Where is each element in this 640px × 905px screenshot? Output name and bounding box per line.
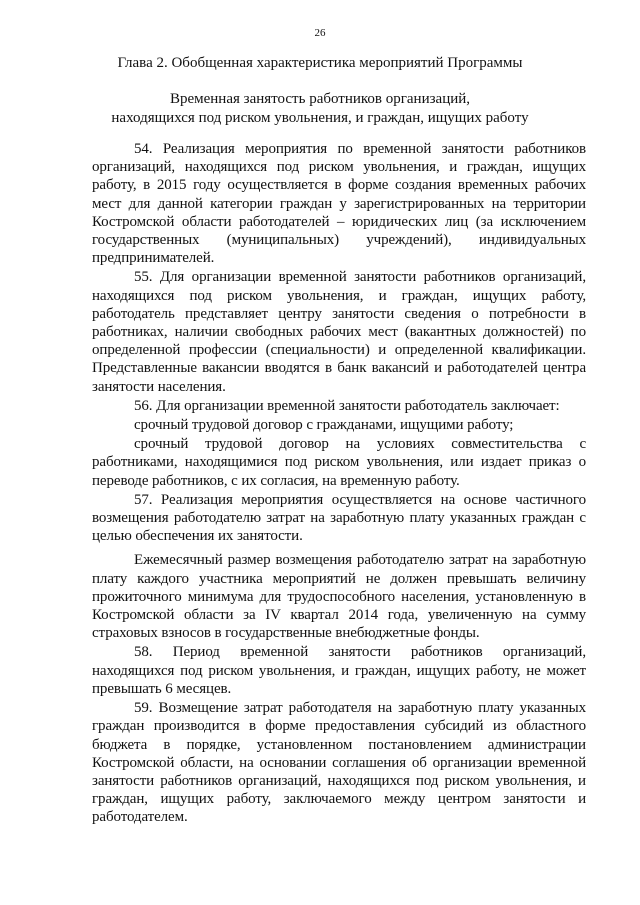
chapter-title: Глава 2. Обобщенная характеристика мероприятий Программы — [117, 55, 523, 71]
section-title-line-2: находящихся под риском увольнения, и граждан, ищущих работу — [111, 110, 529, 126]
paragraph-59: 59. Возмещение затрат работодателя на заработную плату указанных граждан производится в форме предоставления субсидий из областного бюджета в порядке, установленном постановлением администрации Костромской области, на основании соглашения об организации временной занятости работников организаций, находящихся под риском увольнения, и граждан, ищущих работу, заключаемого между центром занятости и работодателем. — [92, 700, 586, 826]
paragraph-56: 56. Для организации временной занятости работодатель заключает: — [134, 397, 560, 414]
paragraph-57: 57. Реализация мероприятия осуществляется на основе частичного возмещения работодателю затрат на заработную плату указанных граждан с целью обеспечения их занятости. — [92, 491, 586, 545]
paragraph-54: 54. Реализация мероприятия по временной занятости работников организаций, находящихся под риском увольнения, и граждан, ищущих работу, в 2015 году осуществляется в форме создания временных рабочих мест для данной категории граждан у зарегистрированных на территории Костромской области работодателей – юридических лиц (за исключением государственных (муниципальных) учреждений), индивидуальных предпринимателей. — [92, 141, 586, 267]
page-number: 26 — [314, 27, 326, 39]
paragraph-56-item-2: срочный трудовой договор на условиях совместительства с работниками, находящимися под риском увольнения, или издает приказ о переводе работников, с их согласия, на временную работу. — [92, 436, 586, 489]
paragraph-58: 58. Период временной занятости работников организаций, находящихся под риском увольнения, и граждан, ищущих работу, не может превышать 6 месяцев. — [92, 644, 586, 697]
paragraph-57-continued: Ежемесячный размер возмещения работодателю затрат на заработную плату каждого участника мероприятий не должен превышать величину прожиточного минимума для трудоспособного населения, установленную в Костромской области за IV квартал 2014 года, увеличенную на сумму страховых взносов в государственные внебюджетные фонды. — [92, 552, 586, 642]
document-body — [92, 140, 586, 827]
section-title-line-1: Временная занятость работников организаций, — [169, 91, 471, 107]
paragraph-56-item-1: срочный трудовой договор с гражданами, ищущими работу; — [134, 417, 514, 434]
paragraph-55: 55. Для организации временной занятости работников организаций, находящихся под риском увольнения, и граждан, ищущих работу, работодатель представляет центру занятости сведения о потребности в работниках, наличии свободных рабочих мест (вакантных должностей) по определенной профессии (специальности) и определенной квалификации. Представленные вакансии вводятся в банк вакансий и работодателей центра занятости населения. — [92, 269, 586, 395]
section-title — [0, 90, 640, 128]
